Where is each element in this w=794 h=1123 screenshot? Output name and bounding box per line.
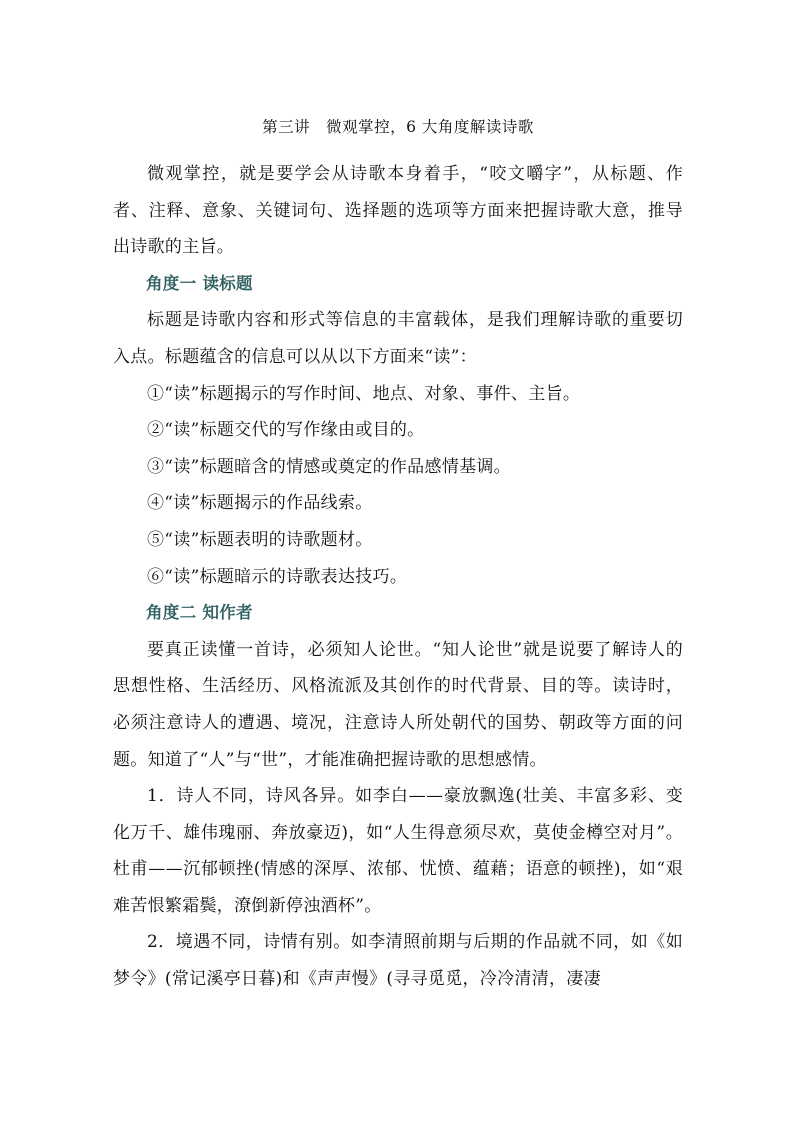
page-title: 第三讲 微观掌控，6 大角度解读诗歌 (262, 118, 534, 136)
list-item: ①“读”标题揭示的写作时间、地点、对象、事件、主旨。 (147, 383, 581, 404)
document-body (113, 112, 683, 998)
intro-paragraph: 微观掌控，就是要学会从诗歌本身着手，“咬文嚼字”，从标题、作者、注释、意象、关键词句、选择题的选项等方面来把握诗歌大意，推导出诗歌的主旨。 (113, 164, 683, 258)
point-1-paragraph: 1．诗人不同，诗风各异。如李白——豪放飘逸(壮美、丰富多彩、变化万千、雄伟瑰丽、奔放豪迈)，如“人生得意须尽欢，莫使金樽空对月”。杜甫——沉郁顿挫(情感的深厚、浓郁、忧愤、蕴藉；语意的顿挫)，如“艰难苦恨繁霜鬓，潦倒新停浊酒杯”。 (113, 786, 683, 916)
section1-lead-paragraph: 标题是诗歌内容和形式等信息的丰富载体，是我们理解诗歌的重要切入点。标题蕴含的信息可以从以下方面来“读”： (113, 310, 683, 367)
list-item: ④“读”标题揭示的作品线索。 (147, 493, 373, 514)
section-heading-know-author: 角度二 知作者 (146, 603, 253, 623)
point-2-paragraph: 2．境遇不同，诗情有别。如李清照前期与后期的作品就不同，如《如梦令》(常记溪亭日暮)和《声声慢》(寻寻觅觅，冷冷清清，凄凄 (113, 932, 683, 990)
list-item: ③“读”标题暗含的情感或奠定的作品感情基调。 (147, 456, 511, 477)
section-heading-title-reading: 角度一 读标题 (146, 273, 253, 293)
section2-lead-paragraph: 要真正读懂一首诗，必须知人论世。“知人论世”就是说要了解诗人的思想性格、生活经历、风格流派及其创作的时代背景、目的等。读诗时，必须注意诗人的遭遇、境况，注意诗人所处朝代的国势、朝政等方面的问题。知道了“人”与“世”，才能准确把握诗歌的思想感情。 (113, 639, 683, 770)
list-item: ⑥“读”标题暗示的诗歌表达技巧。 (147, 566, 408, 587)
list-item: ②“读”标题交代的写作缘由或目的。 (147, 420, 425, 441)
list-item: ⑤“读”标题表明的诗歌题材。 (147, 529, 373, 550)
